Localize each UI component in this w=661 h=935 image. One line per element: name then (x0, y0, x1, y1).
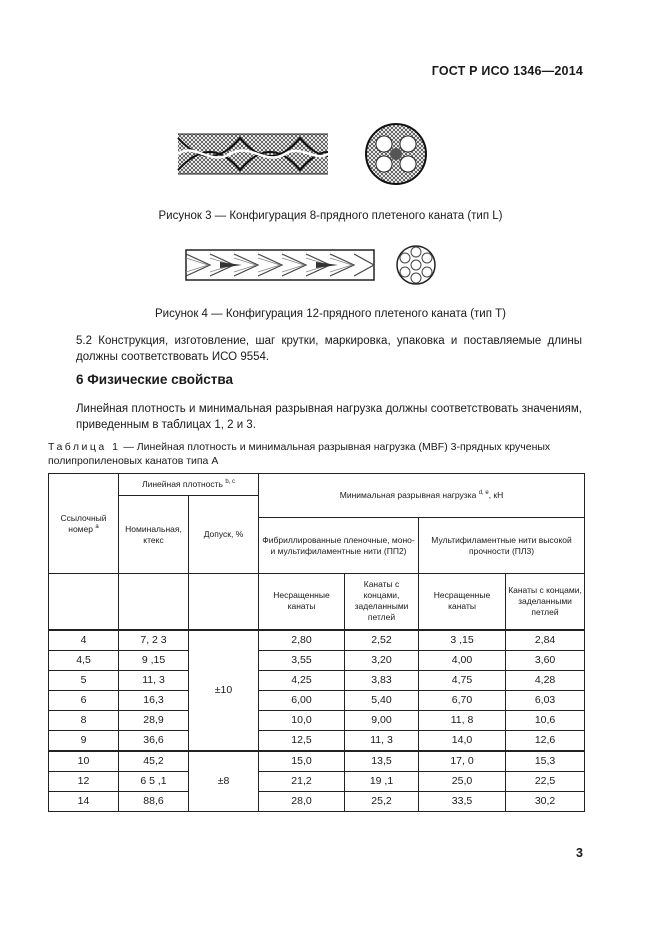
table-row: 6 16,3 6,00 5,40 6,70 6,03 (49, 690, 585, 710)
section-6-heading: 6 Физические свойства (76, 372, 234, 387)
table-1 (48, 473, 585, 812)
page-number: 3 (576, 846, 583, 860)
figure-4-caption: Рисунок 4 — Конфигурация 12-прядного плетеного каната (тип T) (154, 308, 507, 320)
table-row: 14 88,6 28,0 25,2 33,5 30,2 (49, 791, 585, 811)
table-row: 4 7, 2 3 ±10 2,80 2,52 3 ,15 2,84 (49, 630, 585, 651)
header-linear-density: Линейная плотность $^{b, c}$ (119, 474, 259, 496)
header-empty-2 (119, 574, 189, 630)
header-tolerance: Допуск, % (189, 496, 259, 574)
figure-3-rope-illustration (170, 122, 440, 192)
header-empty-1 (49, 574, 119, 630)
header-fibrillated: Фибриллированные пленочные, моно- и мультифиламентные нити (ПП2) (259, 518, 419, 574)
rope-cross-section (366, 124, 426, 184)
table-1-title: — Линейная плотность и минимальная разрывная нагрузка (MBF) 3-прядных крученых полипропиленовых канатов типа А (48, 441, 551, 467)
header-unspliced-1: Несращенные канаты (259, 574, 345, 630)
table-row: 9 36,6 12,5 11, 3 14,0 12,6 (49, 730, 585, 751)
header-nominal: Номинальная, ктекс (119, 496, 189, 574)
paragraph-5-2: 5.2 Конструкция, изготовление, шаг крутки, маркировка, упаковка и поставляемые длины должны соответствовать ИСО 9554. (76, 335, 582, 363)
table-row: 4,5 9 ,15 3,55 3,20 4,00 3,60 (49, 650, 585, 670)
table-row: 5 11, 3 4,25 3,83 4,75 4,28 (49, 670, 585, 690)
rope-cross-section (397, 246, 435, 284)
header-multifilament: Мультифиламентные нити высокой прочности (ПЛ3) (419, 518, 585, 574)
header-spliced-2: Канаты с концами, заделанными петлей (506, 574, 585, 630)
header-empty-3 (189, 574, 259, 630)
header-ref-number: Ссылочный номер $^a$ (49, 474, 119, 574)
table-1-label: Таблица 1 (48, 441, 121, 453)
tolerance-group-1: ±10 (189, 630, 259, 751)
header-spliced-1: Канаты с концами, заделанными петлей (345, 574, 419, 630)
rope-side-view (178, 134, 328, 174)
table-row: 12 6 5 ,1 21,2 19 ,1 25,0 22,5 (49, 771, 585, 791)
table-row: 10 45,2 ±8 15,0 13,5 17, 0 15,3 (49, 751, 585, 772)
figure-3-caption: Рисунок 3 — Конфигурация 8-прядного плетеного каната (тип L) (158, 210, 503, 222)
section-6-text: Линейная плотность и минимальная разрывная нагрузка должны соответствовать значениям, приведенным в таблицах 1, 2 и 3. (76, 403, 582, 431)
header-mbf: Минимальная разрывная нагрузка $^{d, e}$, кН (259, 474, 585, 518)
rope-side-view (186, 250, 374, 280)
header-unspliced-2: Несращенные канаты (419, 574, 506, 630)
tolerance-group-2: ±8 (189, 751, 259, 812)
table-1-caption (48, 440, 584, 468)
table-row: 8 28,9 10,0 9,00 11, 8 10,6 (49, 710, 585, 730)
figure-4-rope-illustration (180, 244, 440, 286)
document-code: ГОСТ Р ИСО 1346—2014 (431, 64, 583, 78)
